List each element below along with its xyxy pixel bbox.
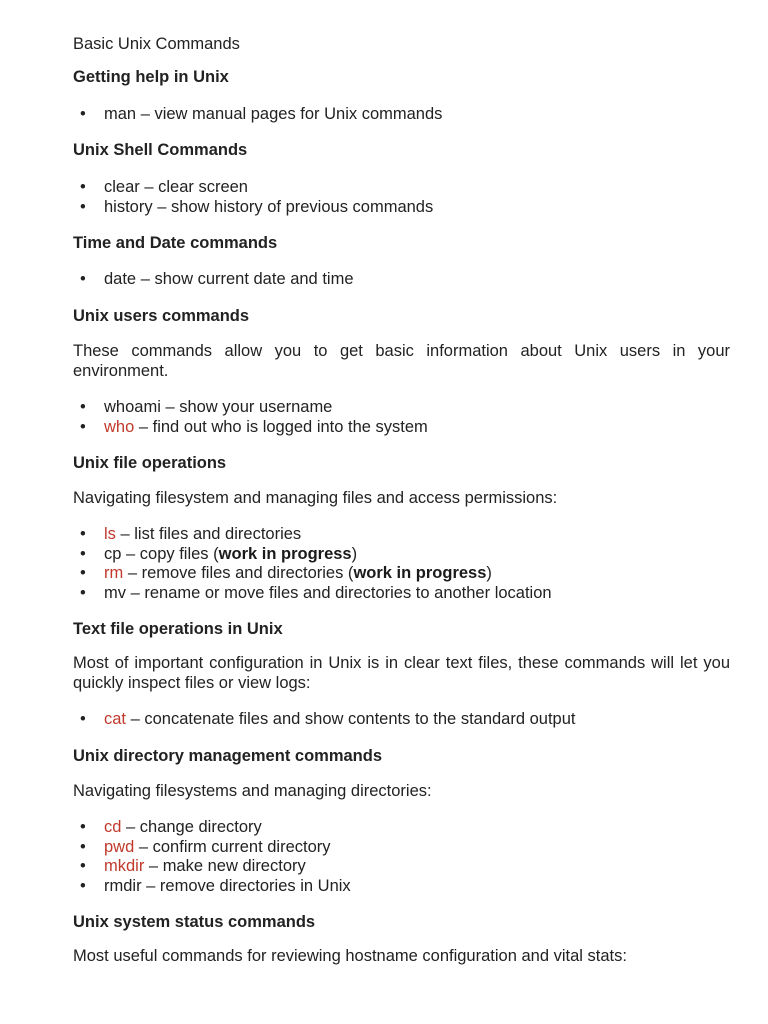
command-link-cd[interactable]: cd xyxy=(104,818,122,836)
closing-paren: ) xyxy=(486,564,492,582)
command-link-cat[interactable]: cat xyxy=(104,710,127,728)
section-heading-help: Getting help in Unix xyxy=(73,68,229,86)
command-description: – remove directories in Unix xyxy=(141,876,351,895)
command-name: date xyxy=(104,270,137,288)
command-link-who[interactable]: who xyxy=(104,417,135,436)
bullet: • xyxy=(80,857,86,875)
section-heading-shell: Unix Shell Commands xyxy=(73,141,248,159)
section-intro-directories: Navigating filesystems and managing directories: xyxy=(73,782,432,800)
list-item-cp xyxy=(80,545,357,565)
command-description: – copy files ( xyxy=(121,544,219,563)
bullet: • xyxy=(80,818,86,836)
list-item-ls xyxy=(80,525,301,545)
command-description: – show your username xyxy=(160,398,333,416)
section-intro-system-status: Most useful commands for reviewing hostname configuration and vital stats: xyxy=(73,947,627,965)
bullet: • xyxy=(80,876,86,895)
section-intro-users: These commands allow you to get basic information about Unix users in your environment. xyxy=(73,342,730,380)
bullet: • xyxy=(80,837,86,856)
closing-paren: ) xyxy=(351,544,358,563)
command-name: history xyxy=(104,197,153,216)
list-item-mv xyxy=(80,584,552,604)
list-item-whoami xyxy=(80,398,332,418)
bullet: • xyxy=(80,710,86,728)
command-description: – remove files and directories ( xyxy=(123,564,354,582)
bullet: • xyxy=(80,583,86,602)
list-item-mkdir xyxy=(80,857,306,877)
section-intro-file-ops: Navigating filesystem and managing files and access permissions: xyxy=(73,489,558,507)
section-heading-file-ops: Unix file operations xyxy=(73,454,227,472)
list-item-man xyxy=(80,105,442,125)
list-item-cd xyxy=(80,818,262,838)
list-item-date xyxy=(80,270,354,290)
command-name: rmdir xyxy=(104,876,142,895)
bullet: • xyxy=(80,270,86,288)
command-description: – clear screen xyxy=(139,178,248,196)
list-item-clear xyxy=(80,178,248,198)
section-intro-text-ops: Most of important configuration in Unix is in clear text files, these commands will let you quickly inspect files or view logs: xyxy=(73,654,730,692)
section-heading-text-ops: Text file operations in Unix xyxy=(73,620,283,638)
command-link-rm[interactable]: rm xyxy=(104,564,124,582)
command-description: – view manual pages for Unix commands xyxy=(136,105,443,123)
list-item-who xyxy=(80,418,428,438)
command-name: clear xyxy=(104,178,140,196)
command-link-ls[interactable]: ls xyxy=(104,525,116,543)
section-heading-system-status: Unix system status commands xyxy=(73,913,316,931)
work-in-progress-label: work in progress xyxy=(353,564,487,582)
bullet: • xyxy=(80,525,86,543)
section-heading-directories: Unix directory management commands xyxy=(73,747,383,765)
document-title: Basic Unix Commands xyxy=(73,35,240,53)
bullet: • xyxy=(80,398,86,416)
list-item-cat xyxy=(80,710,576,730)
command-description: – confirm current directory xyxy=(134,837,331,856)
list-item-rmdir xyxy=(80,877,351,897)
command-name: whoami xyxy=(104,398,161,416)
command-name: mv xyxy=(104,583,126,602)
bullet: • xyxy=(80,178,86,196)
bullet: • xyxy=(80,544,86,563)
command-name: man xyxy=(104,105,137,123)
command-description: – change directory xyxy=(121,818,262,836)
command-link-pwd[interactable]: pwd xyxy=(104,837,135,856)
bullet: • xyxy=(80,417,86,436)
command-description: – concatenate files and show contents to the standard output xyxy=(126,710,576,728)
command-description: – show history of previous commands xyxy=(152,197,434,216)
command-link-mkdir[interactable]: mkdir xyxy=(104,857,145,875)
section-heading-date: Time and Date commands xyxy=(73,234,278,252)
bullet: • xyxy=(80,564,86,582)
list-item-history xyxy=(80,198,433,218)
bullet: • xyxy=(80,105,86,123)
section-heading-users: Unix users commands xyxy=(73,307,250,325)
list-item-pwd xyxy=(80,838,331,858)
list-item-rm xyxy=(80,564,492,584)
command-name: cp xyxy=(104,544,122,563)
work-in-progress-label: work in progress xyxy=(218,544,352,563)
command-description: – make new directory xyxy=(144,857,306,875)
command-description: – show current date and time xyxy=(136,270,354,288)
command-description: – list files and directories xyxy=(115,525,302,543)
command-description: – rename or move files and directories to another location xyxy=(126,583,552,602)
bullet: • xyxy=(80,197,86,216)
command-description: – find out who is logged into the system xyxy=(134,417,428,436)
